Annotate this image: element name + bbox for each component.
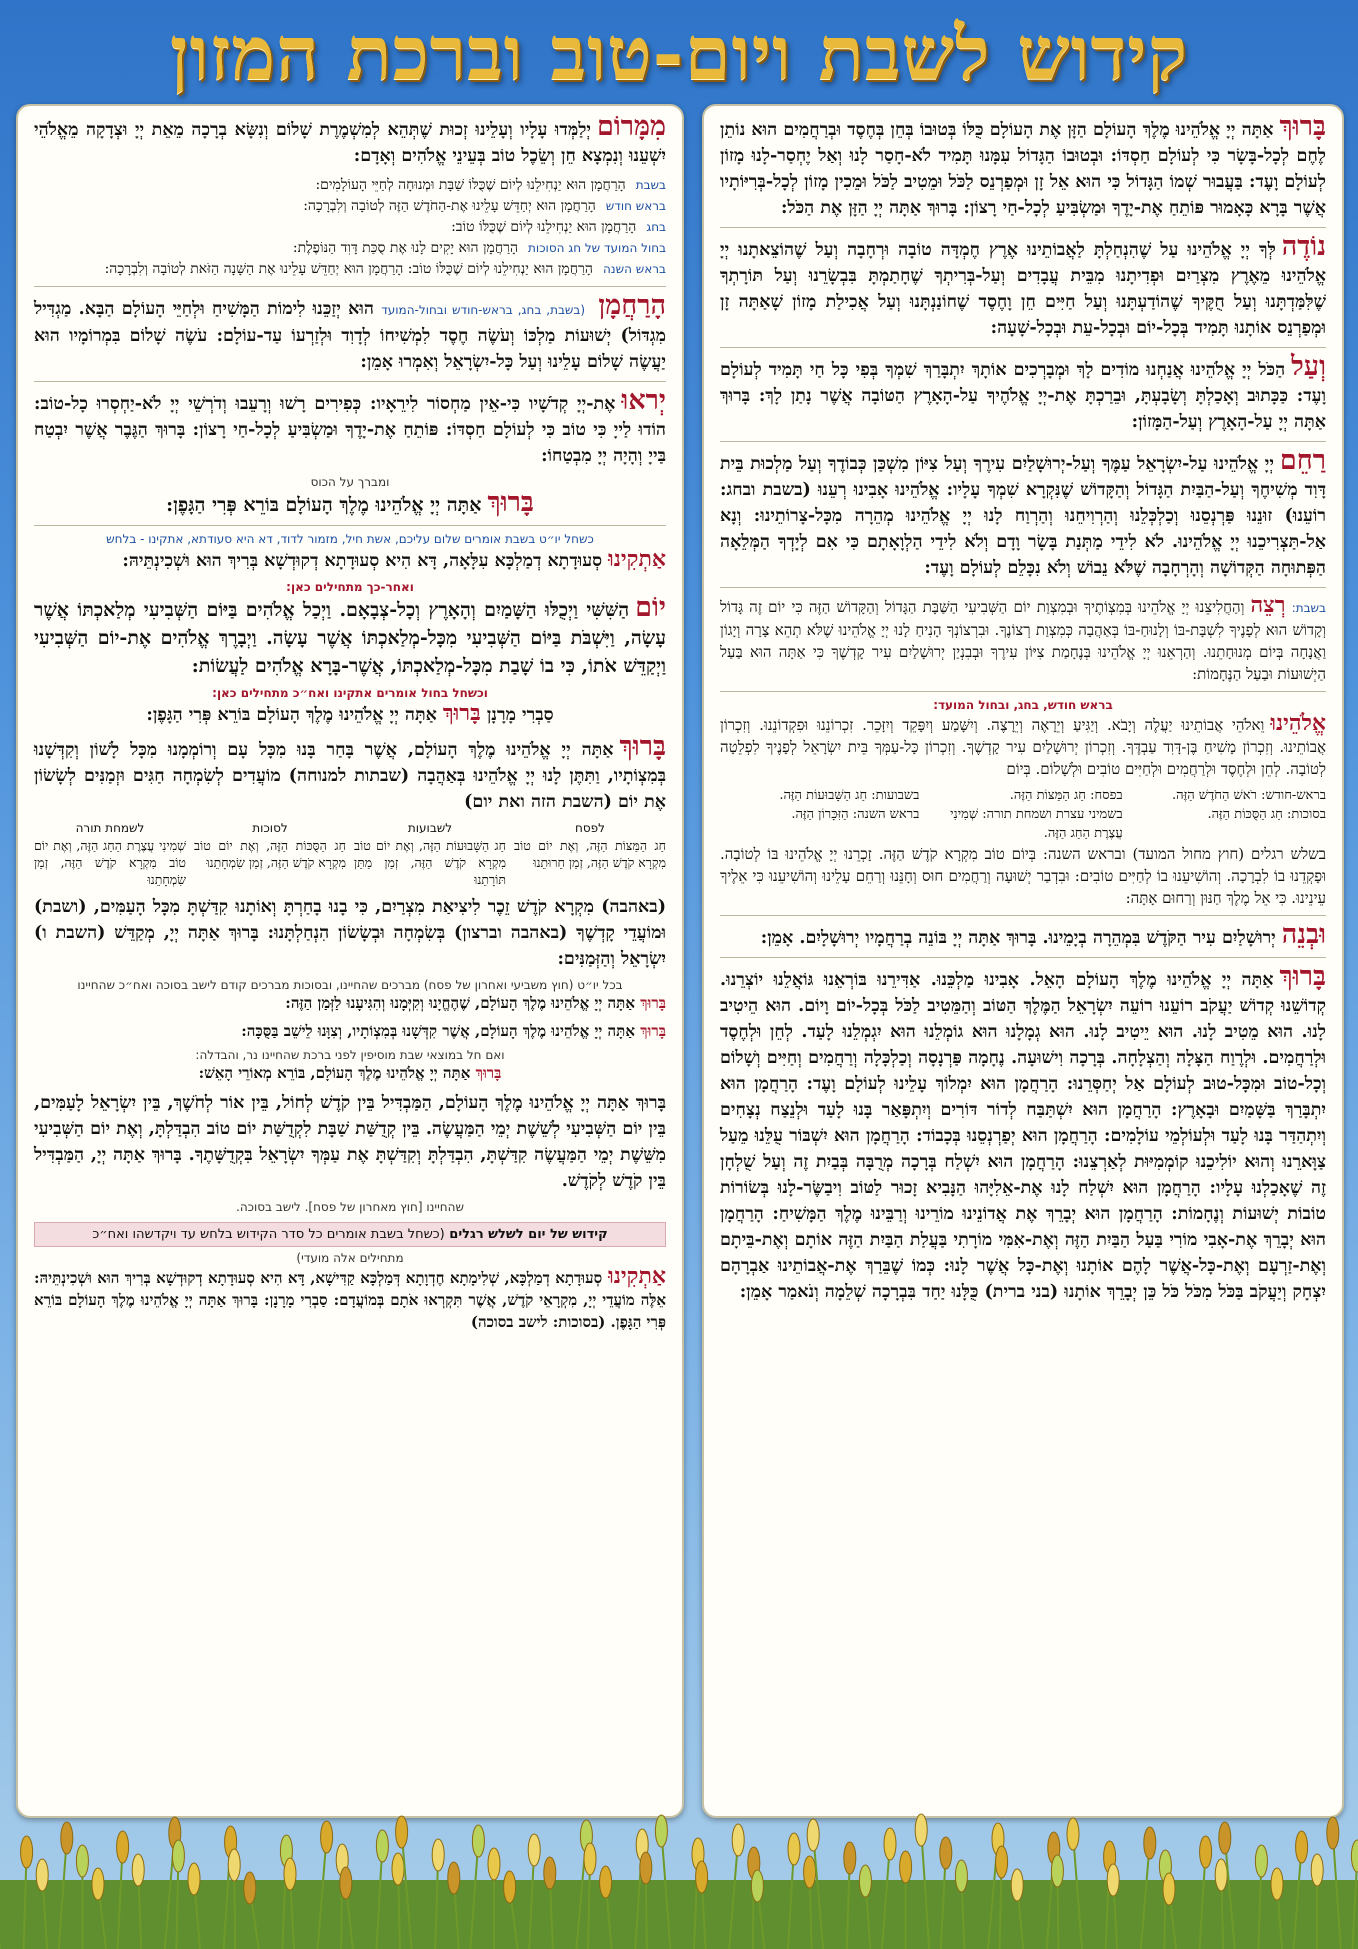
wheat-head: [1067, 1818, 1079, 1850]
instruction-note: ואם חל במוצאי שבת מוסיפין לפני ברכת שהחיינו נר, והבדלה:: [195, 1048, 505, 1062]
wheat-head: [640, 1852, 652, 1884]
lead-word: הָרַחֲמָן: [598, 290, 666, 321]
holiday-option: בפסח: חַג הַמַּצּוֹת הַזֶּה.: [1009, 788, 1123, 803]
wheat-head: [504, 1871, 516, 1903]
wheat-head: [1327, 1817, 1339, 1849]
line-text: הָרַחֲמָן הוּא יַנְחִילֵנוּ לְיוֹם שֶׁכֻּלּוֹ טוֹב: הָרַחֲמָן הוּא יְחַדֵּשׁ עָלֵינוּ אֶת הַשָּׁנָה הַזֹּאת לְטוֹבָה וְלִבְרָכָה:: [104, 261, 593, 277]
paragraph-text: אַתָּה יְיָ אֱלֹהֵינוּ מֶלֶךְ הָעוֹלָם, בּוֹרֵא מְאוֹרֵי הָאֵשׁ:: [198, 1064, 471, 1082]
vayechulu-paragraph: [34, 594, 666, 680]
instruction-note: בכל יו״ט (חוץ משביעי ואחרון של פסח) מברכים שהחיינו, ובסוכות מברכים קודם לישב בסוכה ואח״כ שהחיינו: [77, 978, 623, 992]
wheat-head: [321, 1821, 333, 1853]
column-header: לפסח: [575, 821, 605, 835]
column-header: לשמחת תורה: [75, 821, 145, 835]
yaaleh-tail: בשלש רגלים (חוץ מחול המועד) ובראש השנה: בְּיוֹם טוֹב מִקְרָא קֹדֶשׁ הַזֶּה. זָכְרֵנוּ יְיָ אֱלֹהֵינוּ בּוֹ לְטוֹבָה. וּפָקְדֵנוּ בוֹ לִבְרָכָה. וְהוֹשִׁיעֵנוּ בוֹ לְחַיִּים טוֹבִים: וּבִדְבַר יְשׁוּעָה וְרַחֲמִים חוּס וְחָנֵּנוּ וְרַחֵם עָלֵינוּ וְהוֹשִׁיעֵנוּ כִּי אֵלֶיךָ עֵינֵינוּ. כִּי אֵל מֶלֶךְ חַנּוּן וְרַחוּם אָתָּה:: [720, 845, 1326, 907]
divider: [720, 691, 1326, 692]
wheat-head: [376, 1830, 388, 1862]
lead-word: בָּרוּךְ: [640, 994, 666, 1012]
instruction-note: כשחל יו״ט בשבת אומרים שלום עליכם, אשת חיל, מזמור לדוד, דא היא סעודתא, אתקינו - בלחש: [106, 532, 594, 546]
holiday-column: [354, 821, 506, 888]
wheat-head: [92, 1868, 104, 1900]
line-text: הָרַחֲמָן הוּא יַנְחִילֵנוּ לְיוֹם שֶׁכֻּלּוֹ שַׁבָּת וּמְנוּחָה לְחַיֵּי הָעוֹלָמִים:: [315, 177, 626, 193]
wheat-head: [392, 1853, 404, 1885]
condition-label: בחג: [646, 220, 666, 234]
holiday-option: בשבועות: חַג הַשָּׁבוּעוֹת הַזֶּה.: [779, 788, 920, 803]
atkinu-yom-tov-paragraph: [34, 1265, 666, 1333]
column-header: לסוכות: [252, 821, 288, 835]
lead-word: אַתְקִינוּ: [608, 1263, 666, 1289]
wheat-head: [396, 1816, 408, 1848]
wheat-head: [1311, 1854, 1323, 1886]
uvneh-paragraph: [720, 919, 1326, 951]
wheat-head: [172, 1840, 184, 1872]
hagafen-blessing: [34, 489, 666, 519]
harachaman-line: [34, 196, 666, 217]
shehecheyanu-blessing: [34, 992, 666, 1014]
lead-word: בָּרוּךְ: [442, 700, 481, 726]
wheat-head: [188, 1863, 200, 1895]
wheat-head: [732, 1824, 744, 1856]
paragraph-text: יְיָ אֱלֹהֵינוּ עַל-יִשְׂרָאֵל עַמֶּךָ וְעַל-יְרוּשָׁלַיִם עִירֶךָ וְעַל צִיּוֹן מִשְׁכַּן כְּבוֹדֶךָ וְעַל מַלְכוּת בֵּית דָּוִד מְשִׁיחֶךָ וְעַל-הַבַּיִת הַגָּדוֹל וְהַקָּדוֹשׁ שֶׁנִּקְרָא שִׁמְךָ עָלָיו: אֱלֹהֵינוּ אָבִינוּ רְעֵנוּ (בשבת ובחג: רוֹעֵנוּ) זוּנֵנוּ פַּרְנְסֵנוּ וְכַלְכְּלֵנוּ וְהַרְוִיחֵנוּ וְהַרְוַח לָנוּ יְיָ אֱלֹהֵינוּ מְהֵרָה מִכָּל-צָרוֹתֵינוּ: וְנָא אַל-תַּצְרִיכֵנוּ יְיָ אֱלֹהֵינוּ. לֹא לִידֵי מַתְּנַת בָּשָׂר וָדָם וְלֹא לִידֵי הַלְוָאָתָם כִּי אִם לְיָדְךָ הַמְּלֵאָה הַפְּתוּחָה הַקְּדוֹשָׁה וְהָרְחָבָה שֶׁלֹּא נֵבוֹשׁ וְלֹא נִכָּלֵם לְעוֹלָם וָעֶד:: [720, 454, 1326, 578]
line-text: הָרַחֲמָן הוּא יָקִים לָנוּ אֶת סֻכַּת דָּוִד הַנּוֹפֶלֶת:: [292, 240, 519, 256]
wheat-head: [884, 1828, 896, 1860]
wheat-head: [1255, 1845, 1267, 1877]
line-text: הָרַחֲמָן הוּא יַנְחִילֵנוּ לְיוֹם שֶׁכֻּלּוֹ טוֹב:: [451, 219, 637, 235]
wheat-head: [804, 1856, 816, 1888]
paragraph-text: סְעוּדָתָא דְמַלְכָּא עִלָּאָה, דָּא הִיא סְעוּדָתָא דְקוּדְשָׁא בְּרִיךְ הוּא וּשְׁכִינְתֵּיהּ:: [122, 551, 603, 571]
yaaleh-condition-note: בראש חודש, בחג, ובחול המועד:: [933, 698, 1113, 712]
wheat-head: [21, 1836, 33, 1868]
wheat-head: [1107, 1864, 1119, 1896]
lead-word: בָּרוּךְ: [1279, 961, 1326, 992]
kiddush-panel: [16, 104, 684, 1818]
havdalah-paragraph: בָּרוּךְ אַתָּה יְיָ אֱלֹהֵינוּ מֶלֶךְ הָעוֹלָם, הַמַּבְדִּיל בֵּין קֹדֶשׁ לְחוֹל, בֵּין אוֹר לְחֹשֶׁךְ, בֵּין יִשְׂרָאֵל לָעַמִּים, בֵּין יוֹם הַשְּׁבִיעִי לְשֵׁשֶׁת יְמֵי הַמַּעֲשֶׂה. בֵּין קְדֻשַּׁת שַׁבָּת לִקְדֻשַּׁת יוֹם טוֹב הִבְדַּלְתָּ, וְאֶת יוֹם הַשְּׁבִיעִי מִשֵּׁשֶׁת יְמֵי הַמַּעֲשֶׂה קִדַּשְׁתָּ, הִבְדַּלְתָּ וְקִדַּשְׁתָּ אֶת עַמְּךָ יִשְׂרָאֵל בִּקְדֻשָּׁתֶךָ. בָּרוּךְ אַתָּה יְיָ, הַמַּבְדִּיל בֵּין קֹדֶשׁ לְקֹדֶשׁ.: [34, 1093, 666, 1191]
harachaman-line: [34, 175, 666, 196]
divider: [720, 587, 1326, 588]
wheat-head: [76, 1845, 88, 1877]
harachaman-mashiach-paragraph: [34, 290, 666, 375]
wheat-head: [900, 1851, 912, 1883]
holiday-options-row: [720, 805, 1326, 843]
paragraph-text: הַשִּׁשִּׁי וַיְכֻלּוּ הַשָּׁמַיִם וְהָאָרֶץ וְכָל-צְבָאָם. וַיְכַל אֱלֹהִים בַּיּוֹם הַשְּׁבִיעִי מְלַאכְתּוֹ אֲשֶׁר עָשָׂה, וַיִּשְׁבֹּת בַּיּוֹם הַשְּׁבִיעִי מִכָּל-מְלַאכְתּוֹ אֲשֶׁר עָשָׂה. וַיְבָרֶךְ אֱלֹהִים אֶת-יוֹם הַשְּׁבִיעִי וַיְקַדֵּשׁ אֹתוֹ, כִּי בוֹ שָׁבַת מִכָּל-מְלַאכְתּוֹ, אֲשֶׁר-בָּרָא אֱלֹהִים לַעֲשׂוֹת:: [34, 599, 666, 677]
condition-label: בשבת:: [1291, 601, 1326, 615]
mimarom-paragraph: [34, 111, 666, 169]
condition-label: (בשבת, בחג, בראש-חודש ובחול-המועד: [381, 303, 586, 317]
wheat-head: [655, 1815, 667, 1847]
paragraph-text: וֵאלֹהֵי אֲבוֹתֵינוּ יַעֲלֶה וְיָבֹא. וְיַגִּיעַ וְיֵרָאֶה וְיֵרָצֶה. וְיִשָּׁמַע וְיִפָּקֵד וְיִזָּכֵר. זִכְרוֹנֵנוּ וּפִקְדוֹנֵנוּ. וְזִכְרוֹן אֲבוֹתֵינוּ. וְזִכְרוֹן מָשִׁיחַ בֶּן-דָּוִד עַבְדֶּךָ. וְזִכְרוֹן יְרוּשָׁלַיִם עִיר קָדְשֶׁךָ. וְזִכְרוֹן כָּל-עַמְּךָ בֵּית יִשְׂרָאֵל לְפָנֶיךָ לִפְלֵטָה לְטוֹבָה. לְחֵן וּלְחֶסֶד וּלְרַחֲמִים וּלְחַיִּים טוֹבִים וּלְשָׁלוֹם. בְּיוֹם: [720, 716, 1326, 778]
holiday-column: [514, 821, 666, 888]
divider: [720, 957, 1326, 958]
wheat-head: [807, 1819, 819, 1851]
divider: [720, 347, 1326, 348]
divider: [720, 915, 1326, 916]
wheat-head: [696, 1861, 708, 1893]
holiday-option: בראש-חודש: רֹאשׁ הַחֹדֶשׁ הַזֶּה.: [1171, 788, 1326, 803]
rachem-paragraph: [720, 445, 1326, 581]
wheat-head: [996, 1846, 1008, 1878]
paragraph-text: לְּךָ יְיָ אֱלֹהֵינוּ עַל שֶׁהִנְחַלְתָּ לַאֲבוֹתֵינוּ אֶרֶץ חֶמְדָּה טוֹבָה וּרְחָבָה וְעַל שֶׁהוֹצֵאתָנוּ יְיָ אֱלֹהֵינוּ מֵאֶרֶץ מִצְרַיִם וּפְדִיתָנוּ מִבֵּית עֲבָדִים וְעַל-בְּרִיתְךָ שֶׁחָתַמְתָּ בִּבְשָׂרֵנוּ וְעַל תּוֹרָתְךָ שֶׁלִּמַּדְתָּנוּ וְעַל חֻקֶּיךָ שֶׁהוֹדַעְתָּנוּ וְעַל חַיִּים חֵן וָחֶסֶד שֶׁחוֹנַנְתָּנוּ וְעַל אֲכִילַת מָזוֹן שָׁאַתָּה זָן וּמְפַרְנֵס אוֹתָנוּ תָּמִיד בְּכָל-יוֹם וּבְכָל-עֵת וּבְכָל-שָׁעָה:: [720, 240, 1326, 338]
lead-word: בָּרוּךְ: [475, 1064, 502, 1082]
wheat-head: [955, 1860, 967, 1892]
wheat-head: [117, 1831, 129, 1863]
wheat-head: [488, 1848, 500, 1880]
wheat-head: [600, 1866, 612, 1898]
condition-label: בראש חודש: [605, 199, 666, 213]
lead-word: וּבְנֵה: [1281, 919, 1326, 950]
paragraph-text: אַתָּה יְיָ אֱלֹהֵינוּ מֶלֶךְ הָעוֹלָם, שֶׁהֶחֱיָנוּ וְקִיְּמָנוּ וְהִגִּיעָנוּ לַזְּמַן הַזֶּה:: [285, 994, 635, 1012]
paragraph-text: אַתָּה יְיָ אֱלֹהֵינוּ מֶלֶךְ הָעוֹלָם הַזָּן אֶת הָעוֹלָם כֻּלּוֹ בְּטוּבוֹ בְּחֵן בְּחֶסֶד וּבְרַחֲמִים הוּא נוֹתֵן לֶחֶם לְכָל-בָּשָׂר כִּי לְעוֹלָם חַסְדּוֹ: וּבְטוּבוֹ הַגָּדוֹל עִמָּנוּ תָּמִיד לֹא-חָסַר לָנוּ וְאַל יֶחְסַר-לָנוּ מָזוֹן לְעוֹלָם וָעֶד: בַּעֲבוּר שְׁמוֹ הַגָּדוֹל כִּי הוּא אֵל זָן וּמְפַרְנֵס לַכֹּל וּמֵטִיב לַכֹּל וּמֵכִין מָזוֹן לְכָל-בְּרִיּוֹתָיו אֲשֶׁר בָּרָא כָּאָמוּר פּוֹתֵחַ אֶת-יָדֶךָ וּמַשְׂבִּיעַ לְכָל-חַי רָצוֹן: בָּרוּךְ אַתָּה יְיָ הַזָּן אֶת הַכֹּל:: [720, 120, 1326, 218]
veal-hakol-paragraph: [720, 351, 1326, 435]
wheat-head: [859, 1865, 871, 1897]
condition-label: בראש השנה: [602, 262, 666, 276]
lead-word: מִמָּרוֹם: [596, 111, 666, 142]
wheat-head: [1296, 1831, 1308, 1863]
wheat-head: [915, 1814, 927, 1846]
asher-bachar-paragraph: [34, 731, 666, 815]
lead-word: רַחֵם: [1279, 445, 1326, 476]
holiday-option: בראש השנה: הַזִּכָּרוֹן הַזֶּה.: [791, 807, 920, 822]
paragraph-text: אַתָּה יְיָ אֱלֹהֵינוּ מֶלֶךְ הָעוֹלָם, אֲשֶׁר בָּחַר בָּנוּ מִכָּל עָם וְרוֹמְמָנוּ מִכָּל לָשׁוֹן וְקִדְּשָׁנוּ בְּמִצְוֹתָיו, וַתִּתֶּן לָנוּ יְיָ אֱלֹהֵינוּ בְּאַהֲבָה (שבתות למנוחה) מוֹעֲדִים לְשִׂמְחָה חַגִּים וּזְמַנִּים לְשָׂשׂוֹן אֶת יוֹם (השבת הזה ואת יום): [34, 740, 666, 812]
divider: [34, 525, 666, 526]
holiday-options-row: [720, 786, 1326, 805]
wheat-head: [1271, 1868, 1283, 1900]
section-subtitle: (כשחל בשבת אומרים כל סדר הקידוש בלחש עד ויקדשהו ואח״כ: [92, 1227, 445, 1242]
column-text: חַג הַשָּׁבוּעוֹת הַזֶּה, וְאֶת יוֹם טוֹב מִקְרָא קֹדֶשׁ הַזֶּה, זְמַן מַתַּן תּוֹרָתֵנוּ: [354, 838, 506, 887]
lead-word: בָּרוּךְ: [487, 487, 534, 518]
wheat-head: [228, 1849, 240, 1881]
wheat-head: [940, 1837, 952, 1869]
paragraph-text: יְלַמְּדוּ עָלָיו וְעָלֵינוּ זְכוּת שֶׁתְּהֵא לְמִשְׁמֶרֶת שָׁלוֹם וְנִשָּׂא בְרָכָה מֵאֵת יְיָ וּצְדָקָה מֵאֱלֹהֵי יִשְׁעֵנוּ וְנִמְצָא חֵן וְשֵׂכֶל טוֹב בְּעֵינֵי אֱלֹהִים וְאָדָם:: [34, 120, 666, 166]
wheat-head: [788, 1833, 800, 1865]
wheat-head: [584, 1843, 596, 1875]
paragraph-text: סְעוּדָתָא דְמַלְכָּא, שְׁלִימָתָא חֶדְוָתָא דְּמַלְכָּא קַדִּישָׁא, דָּא הִיא סְעוּדָתָא דְקוּדְשָׁא בְּרִיךְ הוּא וּשְׁכִינְתֵּיהּ: אֵלֶּה מוֹעֲדֵי יְיָ, מִקְרָאֵי קֹדֶשׁ, אֲשֶׁר תִּקְרְאוּ אֹתָם בְּמוֹעֲדָם: סַבְרִי מָרָנָן: בָּרוּךְ אַתָּה יְיָ אֱלֹהֵינוּ מֶלֶךְ הָעוֹלָם בּוֹרֵא פְּרִי הַגָּפֶן. (בסוכות: לישב בסוכה): [34, 1269, 666, 1331]
wheat-head: [284, 1858, 296, 1890]
wheat-head: [1051, 1855, 1063, 1887]
paragraph-text: הַכֹּל יְיָ אֱלֹהֵינוּ אֲנַחְנוּ מוֹדִים לָךְ וּמְבָרְכִים אוֹתָךְ יִתְבָּרַךְ שִׁמְךָ בְּפִי כָּל חַי תָּמִיד לְעוֹלָם וָעֶד: כַּכָּתוּב וְאָכַלְתָּ וְשָׂבָעְתָּ, וּבֵרַכְתָּ אֶת-יְיָ אֱלֹהֶיךָ עַל-הָאָרֶץ הַטּוֹבָה אֲשֶׁר נָתַן לָךְ: בָּרוּךְ אַתָּה יְיָ עַל-הָאָרֶץ וְעַל-הַמָּזוֹן:: [720, 360, 1326, 432]
column-text: שְׁמִינִי עֲצֶרֶת הַחַג הַזֶּה, וְאֶת יוֹם טוֹב מִקְרָא קֹדֶשׁ הַזֶּה, זְמַן שִׂמְחָתֵנוּ: [34, 838, 186, 887]
lead-word: אֱלֹהֵינוּ: [1270, 710, 1326, 736]
column-text: חַג הַמַּצּוֹת הַזֶּה, וְאֶת יוֹם טוֹב מִקְרָא קֹדֶשׁ הַזֶּה, זְמַן חֵרוּתֵנוּ: [514, 838, 666, 870]
condition-label: בשבת: [635, 178, 666, 192]
wheat-field-decoration: [0, 1810, 1358, 1949]
instruction-note: ומברך על הכוס: [310, 475, 390, 489]
instruction-note: מתחילים אלה מועדי): [296, 1251, 404, 1265]
wheat-head: [340, 1867, 352, 1899]
page-title: קידוש לשבת ויום-טוב וברכת המזון: [169, 11, 1189, 97]
instruction-note: וכשחל בחול אומרים אתקינו ואח״כ מתחילים כאן:: [212, 686, 488, 700]
wheat-head: [1351, 1840, 1358, 1872]
paragraph-text: יְרוּשָׁלַיִם עִיר הַקֹּדֶשׁ בִּמְהֵרָה בְיָמֵינוּ. בָּרוּךְ אַתָּה יְיָ בּוֹנֵה בְרַחֲמָיו יְרוּשָׁלָיִם. אָמֵן:: [760, 928, 1276, 948]
holiday-column: [34, 821, 186, 888]
lead-word: בָּרוּךְ: [640, 1022, 666, 1040]
wheat-head: [1215, 1859, 1227, 1891]
line-text: הָרַחֲמָן הוּא יְחַדֵּשׁ עָלֵינוּ אֶת-הַחֹדֶשׁ הַזֶּה לְטוֹבָה וְלִבְרָכָה:: [303, 198, 596, 214]
paragraph-text: אַתָּה יְיָ אֱלֹהֵינוּ מֶלֶךְ הָעוֹלָם בּוֹרֵא פְּרִי הַגָּפֶן:: [146, 705, 437, 725]
wheat-head: [1219, 1822, 1231, 1854]
prefix-text: סַבְרִי מָרָנָן: [486, 705, 554, 725]
harachaman-line: [34, 217, 666, 238]
condition-label: בחול המועד של חג הסוכות: [528, 241, 666, 255]
paragraph-text: אַתָּה יְיָ אֱלֹהֵינוּ מֶלֶךְ הָעוֹלָם, אֲשֶׁר קִדְּשָׁנוּ בְּמִצְוֹתָיו, וְצִוָּנוּ לֵישֵׁב בַּסֻּכָּה:: [241, 1022, 635, 1040]
birkat-hamazon-panel: [702, 104, 1344, 1818]
section-title: קידוש של יום לשלש רגלים: [449, 1227, 608, 1242]
retzeh-paragraph: [720, 594, 1326, 685]
column-text: חַג הַסֻּכּוֹת הַזֶּה, וְאֶת יוֹם טוֹב מִקְרָא קֹדֶשׁ הַזֶּה, זְמַן שִׂמְחָתֵנוּ: [194, 838, 346, 870]
section-header: [34, 1222, 666, 1247]
divider: [720, 441, 1326, 442]
wheat-head: [1200, 1836, 1212, 1868]
yiru-paragraph: [34, 385, 666, 469]
wheat-head: [844, 1842, 856, 1874]
lead-word: וְעַל: [1291, 351, 1326, 382]
holiday-option: בשמיני עצרת ושמחת תורה: שְׁמִינִי עֲצֶרֶת הַחַג הַזֶּה.: [950, 807, 1123, 841]
lead-word: אַתְקִינוּ: [608, 546, 666, 572]
wheat-head: [544, 1857, 556, 1889]
meorei-haesh-blessing: [34, 1062, 666, 1084]
instruction-note: ואחר-כך מתחילים כאן:: [286, 580, 414, 594]
wheat-head: [61, 1822, 73, 1854]
lead-word: נוֹדֶה: [1281, 231, 1326, 262]
column-header: לשבועות: [407, 821, 453, 835]
lead-word: בָּרוּךְ: [619, 731, 666, 762]
savri-blessing: [34, 700, 666, 728]
harachaman-line: [34, 259, 666, 280]
wheat-head: [472, 1825, 484, 1857]
lead-word: יְראוּ: [621, 385, 666, 416]
lead-word: יוֹם: [635, 592, 666, 623]
wheat-head: [751, 1870, 763, 1902]
wheat-head: [528, 1834, 540, 1866]
paragraph-text: הוּא יְזַכֵּנוּ לִימוֹת הַמָּשִׁיחַ וּלְחַיֵּי הָעוֹלָם הַבָּא. מַגְדִּיל מִגְדּוֹל) יְשׁוּעוֹת מַלְכּוֹ וְעֹשֶׂה חֶסֶד לִמְשִׁיחוֹ לְדָוִד וּלְזַרְעוֹ עַד-עוֹלָם: עֹשֶׂה שָׁלוֹם בִּמְרוֹמָיו הוּא יַעֲשֶׂה שָׁלוֹם עָלֵינוּ וְעַל כָּל-יִשְׂרָאֵל וְאִמְרוּ אָמֵן:: [34, 299, 666, 372]
baruch-hazan-paragraph: [720, 111, 1326, 221]
lead-word: בָּרוּךְ: [1279, 111, 1326, 142]
wheat-head: [1163, 1873, 1175, 1905]
holiday-columns: [34, 821, 666, 888]
nodeh-paragraph: [720, 231, 1326, 341]
mikra-kodesh-paragraph: (באהבה) מִקְרָא קֹדֶשׁ זֵכֶר לִיצִיאַת מִצְרַיִם, כִּי בָנוּ בָחַרְתָּ וְאוֹתָנוּ קִדַּשְׁתָּ מִכָּל הָעַמִּים, (ושבת) וּמוֹעֲדֵי קָדְשֶׁךָ (באהבה וברצון) בְּשִׂמְחָה וּבְשָׂשׂוֹן הִנְחַלְתָּנוּ: בָּרוּךְ אַתָּה יְיָ, מְקַדֵּשׁ (השבת ו) יִשְׂרָאֵל וְהַזְּמַנִּים:: [34, 897, 666, 969]
lead-word: רְצֵה: [1250, 592, 1286, 618]
paragraph-text: אֶת-יְיָ קְדֹשָׁיו כִּי-אֵין מַחְסוֹר לִירֵאָיו: כְּפִירִים רָשׁוּ וְרָעֵבוּ וְדֹרְשֵׁי יְיָ לֹא-יַחְסְרוּ כָל-טוֹב: הוֹדוּ לַייָ כִּי טוֹב כִּי לְעוֹלָם חַסְדּוֹ: פּוֹתֵחַ אֶת-יָדֶךָ וּמַשְׂבִּיעַ לְכָל-חַי רָצוֹן: בָּרוּךְ הַגֶּבֶר אֲשֶׁר יִבְטַח בַּייָ וְהָיָה יְיָ מִבְטַחוֹ:: [34, 394, 666, 466]
wheat-head: [1144, 1827, 1156, 1859]
paragraph-text: וְהַחֲלִיצֵנוּ יְיָ אֱלֹהֵינוּ בְּמִצְוֹתֶיךָ וּבְמִצְוַת יוֹם הַשְּׁבִיעִי הַשַּׁבָּת הַגָּדוֹל וְהַקָּדוֹשׁ הַזֶּה כִּי יוֹם זֶה גָּדוֹל וְקָדוֹשׁ הוּא לְפָנֶיךָ לִשְׁבָּת-בּוֹ וְלָנוּחַ-בּוֹ בְּאַהֲבָה כְּמִצְוַת רְצוֹנֶךָ. וּבִרְצוֹנְךָ הָנִיחַ לָנוּ יְיָ אֱלֹהֵינוּ שֶׁלֹּא תְהֵא צָרָה וְיָגוֹן וַאֲנָחָה בְּיוֹם מְנוּחָתֵנוּ. וְהַרְאֵנוּ יְיָ אֱלֹהֵינוּ בְּנֶחָמַת צִיּוֹן עִירֶךָ וּבְבִנְיַן יְרוּשָׁלַיִם עִיר קָדְשֶׁךָ כִּי אַתָּה הוּא בַּעַל הַיְשׁוּעוֹת וּבַעַל הַנֶּחָמוֹת:: [720, 598, 1326, 683]
paragraph-text: אַתָּה יְיָ אֱלֹהֵינוּ מֶלֶךְ הָעוֹלָם בּוֹרֵא פְּרִי הַגָּפֶן:: [166, 494, 482, 516]
divider: [34, 286, 666, 287]
holiday-column: [194, 821, 346, 888]
wheat-head: [36, 1859, 48, 1891]
wheat-head: [132, 1854, 144, 1886]
harachaman-line: [34, 238, 666, 259]
wheat-head: [432, 1839, 444, 1871]
wheat-head: [448, 1862, 460, 1894]
paragraph-text: אַתָּה יְיָ אֱלֹהֵינוּ מֶלֶךְ הָעוֹלָם הָאֵל. אָבִינוּ מַלְכֵּנוּ. אַדִּירֵנוּ בּוֹרְאֵנוּ גּוֹאֲלֵנוּ יוֹצְרֵנוּ. קְדוֹשֵׁנוּ קְדוֹשׁ יַעֲקֹב רוֹעֵנוּ רוֹעֵה יִשְׂרָאֵל הַמֶּלֶךְ הַטּוֹב וְהַמֵּטִיב לַכֹּל בְּכָל-יוֹם וָיוֹם. הוּא הֵיטִיב לָנוּ. הוּא מֵטִיב לָנוּ. הוּא יֵיטִיב לָנוּ. הוּא גְמָלָנוּ הוּא גוֹמְלֵנוּ הוּא יִגְמְלֵנוּ לָעַד. לְחֵן וּלְחֶסֶד וּלְרַחֲמִים. וּלְרֶוַח הַצָּלָה וְהַצְלָחָה. בְּרָכָה וִישׁוּעָה. נֶחָמָה פַּרְנָסָה וְכַלְכָּלָה וְרַחֲמִים וְחַיִּים וְשָׁלוֹם וְכָל-טוֹב וּמִכָּל-טוּב לְעוֹלָם אַל יְחַסְּרֵנוּ: הָרַחֲמָן הוּא יִמְלוֹךְ עָלֵינוּ לְעוֹלָם וָעֶד: הָרַחֲמָן הוּא יִתְבָּרַךְ בַּשָּׁמַיִם וּבָאָרֶץ: הָרַחֲמָן הוּא יִשְׁתַּבַּח לְדוֹר דּוֹרִים וְיִתְפָּאַר בָּנוּ לָעַד וּלְנֵצַח נְצָחִים וְיִתְהַדַּר בָּנוּ לָעַד וּלְעוֹלְמֵי עוֹלָמִים: הָרַחֲמָן הוּא יְפַרְנְסֵנוּ בְּכָבוֹד: הָרַחֲמָן הוּא יִשְׁבּוֹר עֻלֵּנוּ מֵעַל צַוָּארֵנוּ וְהוּא יוֹלִיכֵנוּ קוֹמְמִיּוּת לְאַרְצֵנוּ: הָרַחֲמָן הוּא יִשְׁלַח בְּרָכָה מְרֻבָּה בְּבַיִת זֶה וְעַל שֻׁלְחָן זֶה שֶׁאָכַלְנוּ עָלָיו: הָרַחֲמָן הוּא יִשְׁלַח לָנוּ אֶת-אֵלִיָּהוּ הַנָּבִיא זָכוּר לַטּוֹב וִיבַשֶּׂר-לָנוּ בְּשׂוֹרוֹת טוֹבוֹת יְשׁוּעוֹת וְנֶחָמוֹת: הָרַחֲמָן הוּא יְבָרֵךְ אֶת אֲדוֹנֵינוּ מוֹרֵינוּ וְרַבֵּינוּ מֶלֶךְ הַמָּשִׁיחַ: הָרַחֲמָן הוּא יְבָרֵךְ אֶת-אָבִי מוֹרִי בַּעַל הַבַּיִת הַזֶּה וְאֶת-אִמִּי מוֹרָתִי בַּעֲלַת הַבַּיִת הַזֶּה אוֹתָם וְאֶת-בֵּיתָם וְאֶת-זַרְעָם וְאֶת-כָּל-אֲשֶׁר לָהֶם אוֹתָנוּ וְאֶת-כָּל אֲשֶׁר לָנוּ: כְּמוֹ שֶׁבֵּרַךְ אֶת-אֲבוֹתֵינוּ אַבְרָהָם יִצְחָק וְיַעֲקֹב בַּכֹּל מִכֹּל כֹּל כֵּן יְבָרֵךְ אוֹתָנוּ (בני ברית) כֻּלָּנוּ יַחַד בִּבְרָכָה שְׁלֵמָה וְנֹאמַר אָמֵן:: [720, 970, 1326, 1302]
instruction-note: שהחיינו [חוץ מאחרון של פסח]. לישב בסוכה.: [236, 1200, 464, 1214]
sukkah-blessing: [34, 1020, 666, 1042]
divider: [720, 227, 1326, 228]
wheat-head: [244, 1872, 256, 1904]
atkinu-paragraph: [34, 546, 666, 574]
holiday-option: בסוכות: חַג הַסֻּכּוֹת הַזֶּה.: [1207, 807, 1326, 822]
yaaleh-veyavo-paragraph: [720, 712, 1326, 780]
divider: [34, 381, 666, 382]
wheat-head: [1011, 1869, 1023, 1901]
hatov-vehametiv-paragraph: [720, 961, 1326, 1305]
